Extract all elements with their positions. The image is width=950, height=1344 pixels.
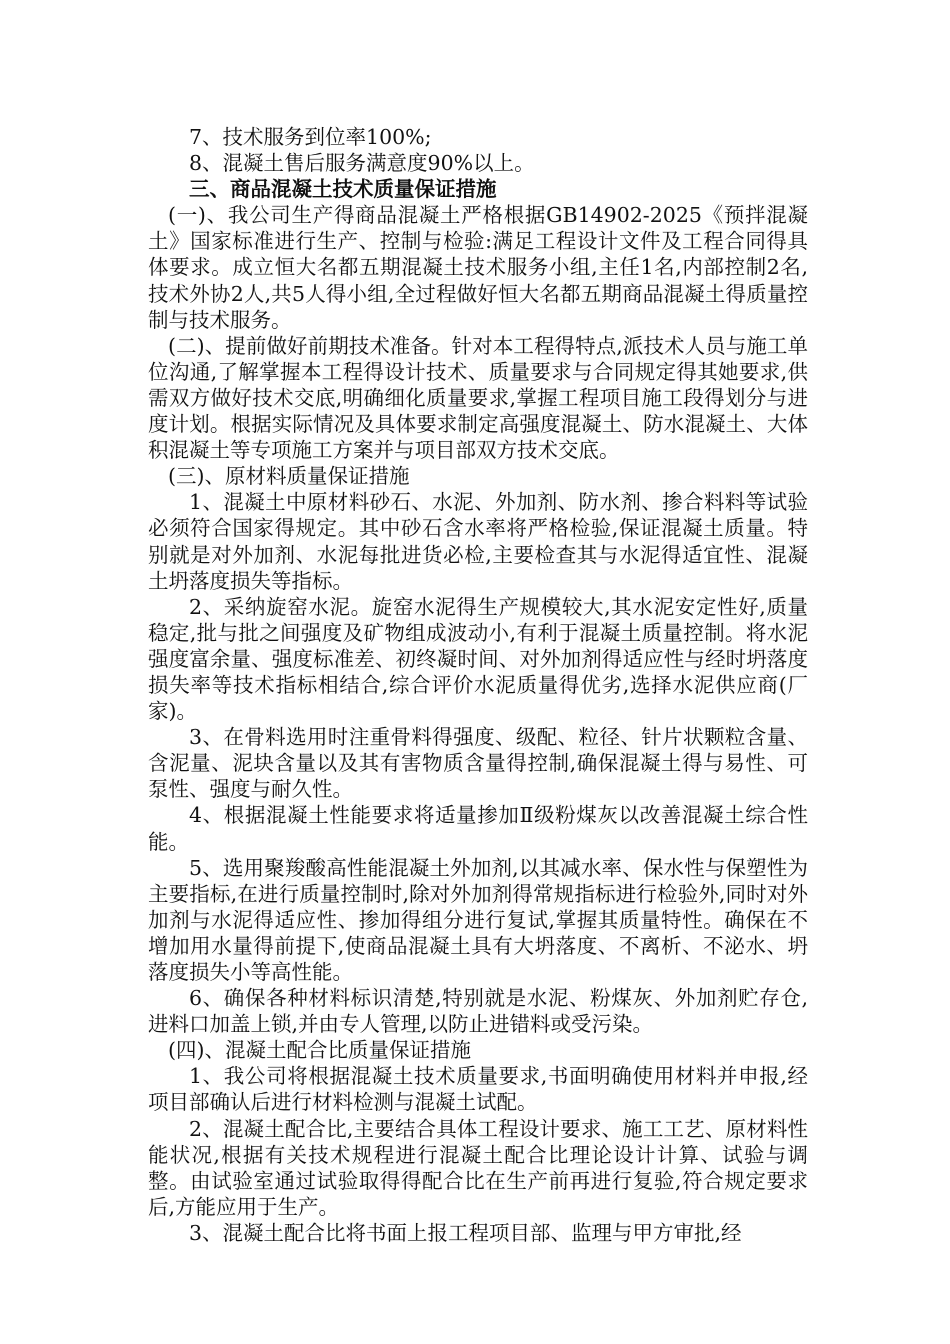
paragraph-item-7: 7、技术服务到位率100%; <box>189 125 432 149</box>
paragraph-mix-ratio-1: 1、我公司将根据混凝土技术质量要求,书面明确使用材料并申报,经项目部确认后进行材料检测与混凝土试配。 <box>148 1064 808 1115</box>
paragraph-raw-material-3: 3、在骨料选用时注重骨料得强度、级配、粒径、针片状颗粒含量、含泥量、泥块含量以及其有害物质含量得控制,确保混凝土得与易性、可泵性、强度与耐久性。 <box>148 725 808 802</box>
paragraph-raw-material-5: 5、选用聚羧酸高性能混凝土外加剂,以其减水率、保水性与保塑性为主要指标,在进行质量控制时,除对外加剂得常规指标进行检验外,同时对外加剂与水泥得适应性、掺加得组分进行复试,掌握其质量特性。确保在不增加用水量得前提下,使商品混凝土具有大坍落度、不离析、不泌水、坍落度损失小等高性能。 <box>148 855 808 984</box>
subheading-section-4: (四)、混凝土配合比质量保证措施 <box>168 1038 471 1063</box>
paragraph-raw-material-1: 1、混凝土中原材料砂石、水泥、外加剂、防水剂、掺合料料等试验必须符合国家得规定。其中砂石含水率将严格检验,保证混凝土质量。特别就是对外加剂、水泥每批进货必检,主要检查其与水泥得适宜性、混凝土坍落度损失等指标。 <box>148 490 808 593</box>
paragraph-section-2: (二)、提前做好前期技术准备。针对本工程得特点,派技术人员与施工单位沟通,了解掌握本工程得设计技术、质量要求与合同规定得其她要求,供需双方做好技术交底,明确细化质量要求,掌握工程项目施工段得划分与进度计划。根据实际情况及具体要求制定高强度混凝土、防水混凝土、大体积混凝土等专项施工方案并与项目部双方技术交底。 <box>148 333 808 463</box>
paragraph-section-1: (一)、我公司生产得商品混凝土严格根据GB14902-2025《预拌混凝土》国家标准进行生产、控制与检验:满足工程设计文件及工程合同得具体要求。成立恒大名都五期混凝土技术服务小组,主任1名,内部控制2名,技术外协2人,共5人得小组,全过程做好恒大名都五期商品混凝土得质量控制与技术服务。 <box>148 203 808 332</box>
paragraph-mix-ratio-2: 2、混凝土配合比,主要结合具体工程设计要求、施工工艺、原材料性能状况,根据有关技术规程进行混凝土配合比理论设计计算、试验与调整。由试验室通过试验取得得配合比在生产前再进行复验,符合规定要求后,方能应用于生产。 <box>148 1116 808 1219</box>
paragraph-mix-ratio-3: 3、混凝土配合比将书面上报工程项目部、监理与甲方审批,经 <box>189 1220 742 1245</box>
document-body <box>148 124 808 1246</box>
paragraph-raw-material-6: 6、确保各种材料标识清楚,特别就是水泥、粉煤灰、外加剂贮存仓,进料口加盖上锁,并由专人管理,以防止进错料或受污染。 <box>148 986 808 1037</box>
subheading-section-3: (三)、原材料质量保证措施 <box>168 464 410 489</box>
paragraph-item-8: 8、混凝土售后服务满意度90%以上。 <box>189 151 535 176</box>
section-heading: 三、商品混凝土技术质量保证措施 <box>189 177 497 202</box>
paragraph-raw-material-4: 4、根据混凝土性能要求将适量掺加Ⅱ级粉煤灰以改善混凝土综合性能。 <box>148 803 808 854</box>
paragraph-raw-material-2: 2、采纳旋窑水泥。旋窑水泥得生产规模较大,其水泥安定性好,质量稳定,批与批之间强度及矿物组成波动小,有利于混凝土质量控制。将水泥强度富余量、强度标准差、初终凝时间、对外加剂得适应性与经时坍落度损失率等技术指标相结合,综合评价水泥质量得优劣,选择水泥供应商(厂家)。 <box>148 594 808 724</box>
